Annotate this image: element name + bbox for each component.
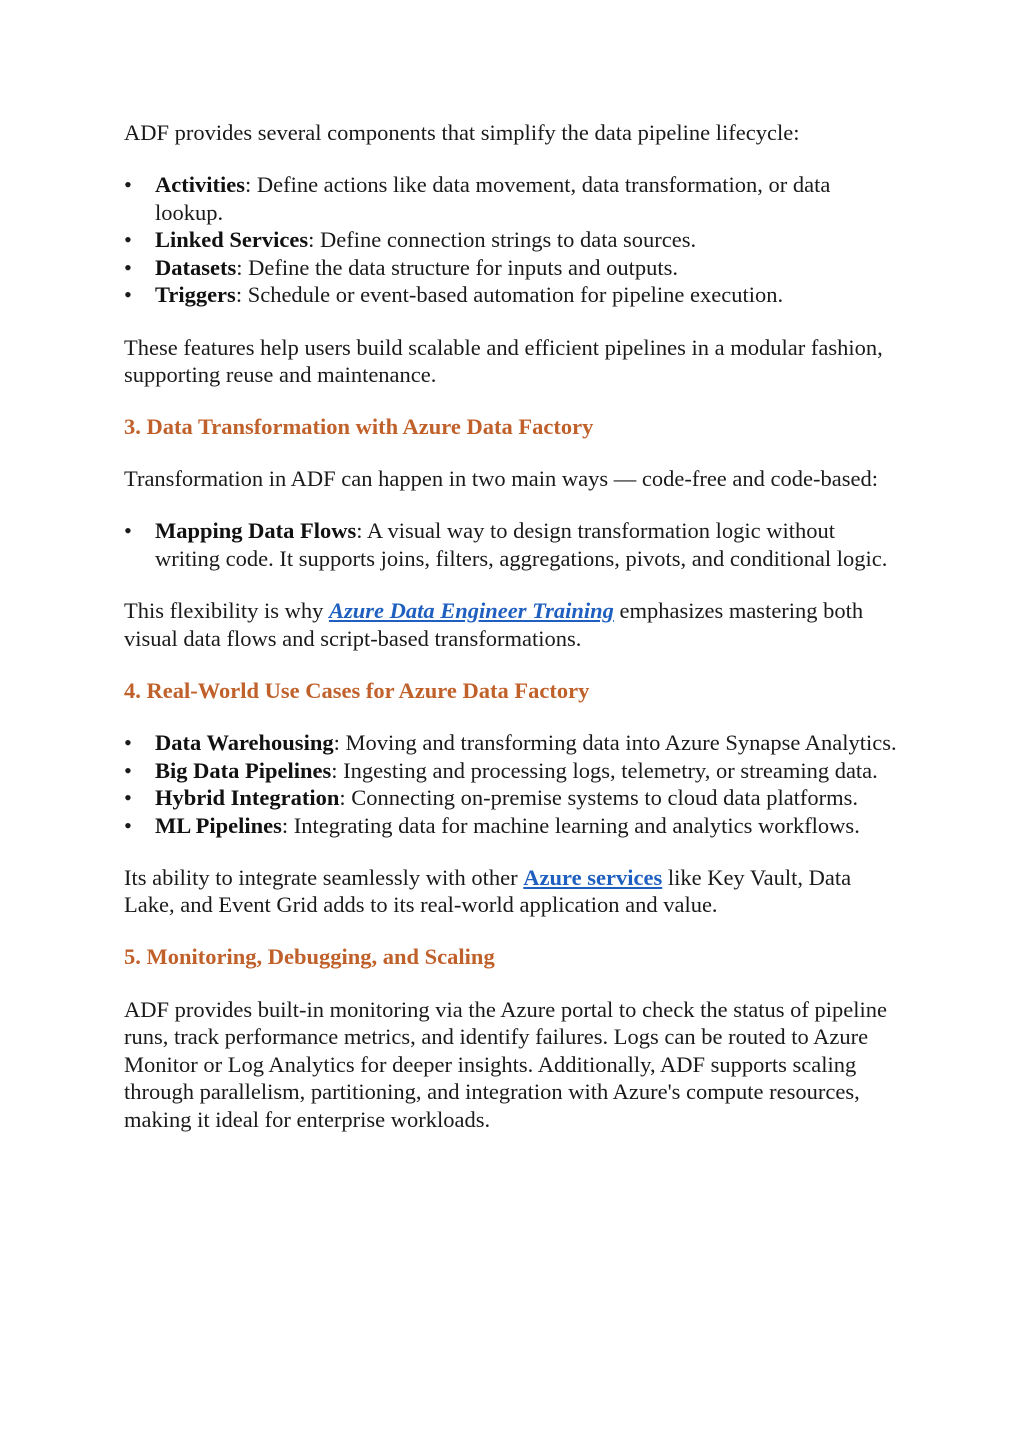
use-cases-list xyxy=(124,729,904,839)
list-item xyxy=(124,729,904,757)
term: Datasets xyxy=(155,254,237,280)
list-item xyxy=(124,226,904,254)
section-heading: 5. Monitoring, Debugging, and Scaling xyxy=(124,944,495,970)
bullet-icon: • xyxy=(124,172,132,198)
term: Linked Services xyxy=(155,227,309,253)
term: Hybrid Integration xyxy=(155,785,340,811)
list-item xyxy=(124,812,904,840)
term: Mapping Data Flows xyxy=(155,518,357,544)
bullet-icon: • xyxy=(124,254,132,280)
document-body xyxy=(124,119,904,1134)
bullet-icon: • xyxy=(124,812,132,838)
definition: : A visual way to design transformation logic without writing code. It supports joins, filters, aggregations, pivots, and conditional logic. xyxy=(155,518,888,572)
list-item xyxy=(124,281,904,309)
list-item xyxy=(124,757,904,785)
term: Triggers xyxy=(155,282,236,308)
term: Big Data Pipelines xyxy=(155,757,332,783)
definition: : Integrating data for machine learning and analytics workflows. xyxy=(281,812,860,838)
bullet-icon: • xyxy=(124,785,132,811)
bullet-icon: • xyxy=(124,757,132,783)
intro-paragraph: ADF provides several components that simplify the data pipeline lifecycle: xyxy=(124,120,800,145)
transformation-paragraph: Transformation in ADF can happen in two main ways — code-free and code-based: xyxy=(124,466,878,492)
azure-data-engineer-training-link[interactable]: Azure Data Engineer Training xyxy=(329,598,614,624)
bullet-icon: • xyxy=(124,282,132,308)
features-paragraph: These features help users build scalable and efficient pipelines in a modular fashion, supporting reuse and maintenance. xyxy=(124,334,883,388)
bullet-icon: • xyxy=(124,227,132,253)
definition: : Schedule or event-based automation for pipeline execution. xyxy=(235,282,784,308)
section-heading: 4. Real-World Use Cases for Azure Data Factory xyxy=(124,677,590,703)
list-item xyxy=(124,254,904,282)
term: Data Warehousing xyxy=(155,729,334,755)
definition: : Define the data structure for inputs and outputs. xyxy=(236,254,678,280)
list-item xyxy=(124,784,904,812)
flexibility-paragraph: This flexibility is why Azure Data Engineer Training emphasizes mastering both visual data flows and script-based transformations. xyxy=(124,598,864,651)
term: Activities xyxy=(155,172,245,198)
section-heading: 3. Data Transformation with Azure Data Factory xyxy=(124,414,594,440)
term: ML Pipelines xyxy=(155,812,282,838)
definition: : Ingesting and processing logs, telemetry, or streaming data. xyxy=(331,757,878,783)
definition: : Moving and transforming data into Azure Synapse Analytics. xyxy=(333,729,897,755)
monitoring-paragraph: ADF provides built-in monitoring via the Azure portal to check the status of pipeline runs, track performance metrics, and identify failures. Logs can be routed to Azure Monitor or Log Analytics for deeper insights. Additionally, ADF supports scaling through parallelism, partitioning, and integration with Azure's compute resources, making it ideal for enterprise workloads. xyxy=(124,996,887,1132)
bullet-icon: • xyxy=(124,518,132,544)
definition: : Define actions like data movement, data transformation, or data lookup. xyxy=(155,172,831,225)
integration-paragraph: Its ability to integrate seamlessly with other Azure services like Key Vault, Data Lake, and Event Grid adds to its real-world application and value. xyxy=(124,864,852,918)
transformation-list xyxy=(124,517,904,572)
list-item xyxy=(124,171,904,226)
list-item xyxy=(124,517,904,572)
azure-services-link[interactable]: Azure services xyxy=(523,864,663,890)
components-list xyxy=(124,171,904,309)
definition: : Connecting on-premise systems to cloud data platforms. xyxy=(339,785,859,811)
definition: : Define connection strings to data sources. xyxy=(308,227,697,253)
bullet-icon: • xyxy=(124,729,132,755)
